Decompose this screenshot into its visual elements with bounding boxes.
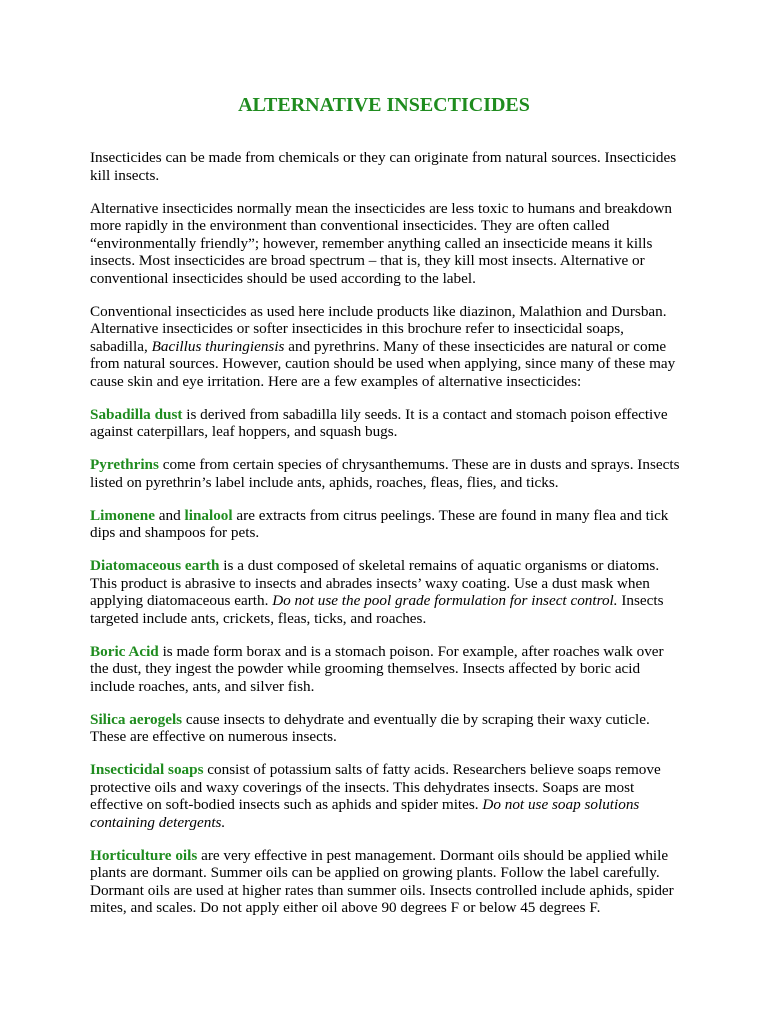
limonene-paragraph: [90, 507, 680, 542]
linalool-term: linalool: [184, 506, 233, 524]
boric-text: is made form borax and is a stomach poison. For example, after roaches walk over the dust, they ingest the powder while grooming themselves. Insects affected by boric acid include roaches, ants, and silver fish.: [90, 642, 664, 695]
limonene-text: are extracts from citrus peelings. These are found in many flea and tick dips and shampoos for pets.: [90, 506, 669, 541]
oils-text: are very effective in pest management. Dormant oils should be applied while plants are dormant. Summer oils can be applied on growing plants. Follow the label carefully. Dormant oils are used at higher rates than summer oils. Insects controlled include aphids, spider mites, and scales. Do not apply either oil above 90 degrees F or below 45 degrees F.: [90, 846, 674, 916]
diatomaceous-text: is a dust composed of skeletal remains of aquatic organisms or diatoms. This product is abrasive to insects and abrades insects’ waxy coating. Use a dust mask when applying diatomaceous earth.: [90, 557, 660, 609]
sabadilla-term: Sabadilla dust: [90, 405, 183, 423]
diatomaceous-paragraph: [90, 557, 680, 627]
limonene-and: and: [154, 506, 185, 524]
pyrethrins-text: come from certain species of chrysanthemums. These are in dusts and sprays. Insects listed on pyrethrin’s label include ants, aphids, roaches, fleas, flies, and ticks.: [90, 456, 680, 491]
diatomaceous-term: Diatomaceous earth: [90, 557, 220, 574]
sabadilla-paragraph: [90, 406, 680, 441]
conventional-paragraph: [90, 303, 680, 391]
page-title: ALTERNATIVE INSECTICIDES: [238, 94, 530, 116]
diatomaceous-warning: Do not use the pool grade formulation for insect control.: [272, 592, 618, 609]
oils-paragraph: [90, 847, 680, 917]
conventional-text-b: and pyrethrins. Many of these insecticides are natural or come from natural sources. However, caution should be used when applying, since many of these may cause skin and eye irritation. Here are a few examples of alternative insecticides:: [90, 337, 676, 390]
pyrethrins-paragraph: [90, 456, 680, 491]
soaps-warning: Do not use soap solutions containing detergents.: [90, 796, 640, 831]
document-body: [90, 149, 680, 932]
limonene-term: Limonene: [90, 506, 155, 524]
silica-term: Silica aerogels: [90, 710, 183, 728]
conventional-text-a: Conventional insecticides as used here include products like diazinon, Malathion and Dursban. Alternative insecticides or softer insecticides in this brochure refer to insecticidal soaps, sabadilla,: [90, 302, 667, 355]
definition-paragraph: Alternative insecticides normally mean the insecticides are less toxic to humans and breakdown more rapidly in the environment than conventional insecticides. They are often called “environmentally friendly”; however, remember anything called an insecticide means it kills insects. Most insecticides are broad spectrum – that is, they kill most insects. Alternative or conventional insecticides should be used according to the label.: [90, 199, 673, 287]
intro-paragraph: Insecticides can be made from chemicals or they can originate from natural sources. Insecticides kill insects.: [90, 149, 677, 184]
silica-paragraph: [90, 711, 680, 746]
pyrethrins-term: Pyrethrins: [90, 456, 159, 473]
silica-text: cause insects to dehydrate and eventually die by scraping their waxy cuticle. These are effective on numerous insects.: [90, 710, 650, 745]
soaps-text: consist of potassium salts of fatty acids. Researchers believe soaps remove protective oils and waxy coverings of the insects. This dehydrates insects. Soaps are most effective on soft-bodied insects such as aphids and spider mites.: [90, 761, 661, 813]
sabadilla-text: is derived from sabadilla lily seeds. It is a contact and stomach poison effective against caterpillars, leaf hoppers, and squash bugs.: [90, 405, 668, 440]
soaps-paragraph: [90, 761, 680, 831]
diatomaceous-text-2: Insects targeted include ants, crickets, fleas, ticks, and roaches.: [90, 592, 664, 627]
boric-paragraph: [90, 643, 680, 696]
soaps-term: Insecticidal soaps: [90, 761, 204, 778]
boric-term: Boric Acid: [90, 642, 159, 660]
bacillus-italic: Bacillus thuringiensis: [151, 337, 285, 355]
oils-term: Horticulture oils: [90, 846, 198, 864]
